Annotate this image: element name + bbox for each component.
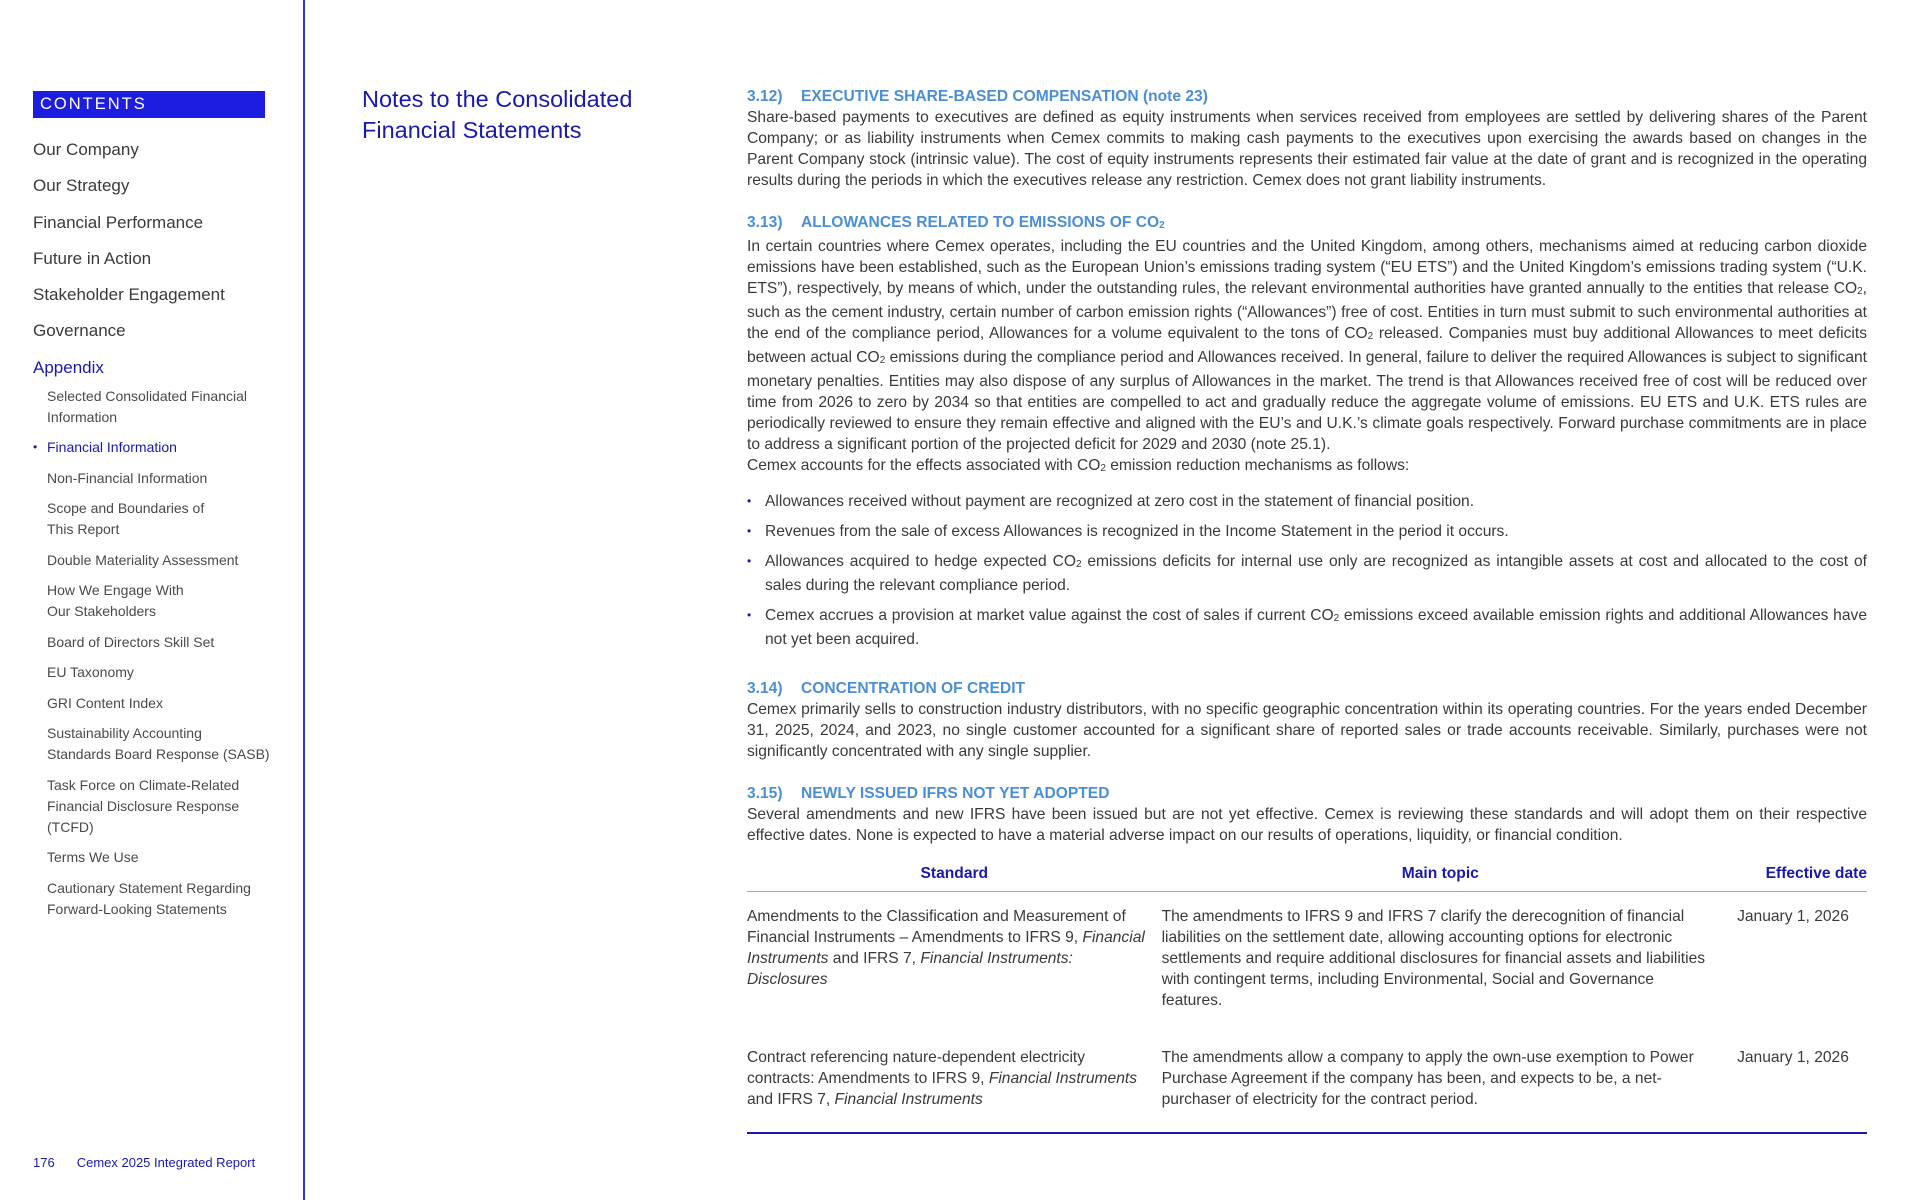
text-run: and IFRS 7, xyxy=(828,950,921,967)
list-item xyxy=(747,551,1867,596)
note-number: 3.15) xyxy=(747,785,783,802)
subscript-2: 2 xyxy=(1159,220,1165,231)
nav-item-governance[interactable]: Governance xyxy=(33,321,126,341)
nav-sub-label: Task Force on Climate-Related Financial Disclosure Response (TCFD) xyxy=(47,776,240,835)
text-run: emissions during the compliance period and Allowances received. In general, failure to deliver the required Allowances is subject to significant monetary penalties. Entities may also dispose of any surplus of Allowances in the market. The trend is that Allowances received free of cost will be reduced over time from 2026 to zero by 2034 so that entities are compelled to act and gradually reduce the aggregate volume of emissions. EU ETS and U.K. ETS rules are periodically reviewed to ensure they remain effective and aligned with the EU’s and U.K.’s climate goals respectively. Forward purchase commitments are in place to address a significant portion of the projected deficit for 2029 and 2030 (note 25.1). xyxy=(747,349,1868,453)
text-run: and IFRS 7, xyxy=(747,1091,835,1108)
cell-main-topic: The amendments to IFRS 9 and IFRS 7 clarify the derecognition of financial liabilities on the settlement date, allowing accounting options for electronic settlements and require additional disclosures for financial assets and liabilities with contingent terms, including Environmental, Social and Governance features. xyxy=(1161,908,1706,1009)
note-3-13 xyxy=(747,212,1867,650)
text-run: Cemex accounts for the effects associated with CO xyxy=(747,457,1101,474)
note-body xyxy=(747,236,1867,455)
nav-sub-label: GRI Content Index xyxy=(47,694,163,711)
cell-effective-date: January 1, 2026 xyxy=(1719,1033,1867,1133)
text-run: released. Companies must buy additional Allowances to meet deficits between actual CO xyxy=(747,325,1868,366)
text-run: Financial Instruments xyxy=(834,1091,983,1108)
nav-sub-label: Non-Financial Information xyxy=(47,469,208,486)
text-run: Financial Instruments: Disclosures xyxy=(747,950,1073,988)
note-3-14 xyxy=(747,678,1867,762)
text-run: Financial Instruments xyxy=(747,929,1145,967)
text-run: Cemex accrues a provision at market value against the cost of sales if current CO xyxy=(765,607,1334,624)
sidebar-nav xyxy=(33,138,288,929)
nav-sub-double-materiality[interactable] xyxy=(33,550,288,571)
note-3-12 xyxy=(747,86,1867,191)
text-run: Allowances acquired to hedge expected CO xyxy=(765,553,1076,570)
table-header-row xyxy=(747,863,1867,892)
note-intro xyxy=(747,455,1867,479)
note-title: NEWLY ISSUED IFRS NOT YET ADOPTED xyxy=(801,785,1110,802)
nav-sub-label: Financial Information xyxy=(47,439,177,456)
note-number: 3.13) xyxy=(747,214,783,231)
header-standard: Standard xyxy=(747,863,1162,892)
text-run: Amendments to the Classification and Measurement of Financial Instruments – Amendments to IFRS 9, xyxy=(747,908,1126,946)
nav-sub-eu-taxonomy[interactable] xyxy=(33,662,288,683)
note-body: Share-based payments to executives are defined as equity instruments when services received from employees are settled by delivering shares of the Parent Company; or as liability instruments when Cemex commits to making cash payments to the executives upon exercising the awards based on changes in the Parent Company stock (intrinsic value). The cost of equity instruments represents their estimated fair value at the date of grant and is recognized in the operating results during the periods in which the executives release any restriction. Cemex does not grant liability instruments. xyxy=(747,109,1867,189)
nav-sub-gri-index[interactable] xyxy=(33,693,288,714)
note-body: Cemex primarily sells to construction industry distributors, with no specific geographic concentration within its operating countries. For the years ended December 31, 2025, 2024, and 2023, no single customer accounted for a significant share of reported sales or trade accounts receivable. Similarly, purchases were not significantly concentrated with any single supplier. xyxy=(747,701,1867,760)
ifrs-table xyxy=(747,863,1867,1134)
nav-sub-label: EU Taxonomy xyxy=(47,664,134,681)
table-row xyxy=(747,1033,1867,1133)
note-body: Several amendments and new IFRS have been issued but are not yet effective. Cemex is reviewing these standards and will adopt them on their respective effective dates. None is expected to have a material adverse impact on our results of operations, liquidity, or financial condition. xyxy=(747,806,1867,844)
nav-sub-label: Selected Consolidated Financial Information xyxy=(47,387,248,425)
note-number: 3.14) xyxy=(747,680,783,697)
text-run: Financial Instruments xyxy=(988,1070,1138,1087)
text-run: emissions deficits for internal use only are recognized as intangible assets at cost and allocated to the cost of sales during the relevant compliance period. xyxy=(765,553,1867,594)
text-run: Contract referencing nature-dependent electricity contracts: Amendments to IFRS 9, xyxy=(747,1049,1086,1087)
nav-sub-terms-we-use[interactable] xyxy=(33,847,288,868)
note-heading xyxy=(747,86,1867,107)
page-number: 176 xyxy=(33,1155,55,1170)
text-run: emission reduction mechanisms as follows: xyxy=(1105,457,1410,474)
page-footer xyxy=(33,1155,255,1170)
table-row xyxy=(747,892,1867,1034)
note-title: CONCENTRATION OF CREDIT xyxy=(801,680,1026,697)
report-name: Cemex 2025 Integrated Report xyxy=(76,1155,256,1170)
subscript-2: 2 xyxy=(879,355,886,366)
section-title: Notes to the Consolidated Financial Statements xyxy=(362,86,633,143)
nav-sub-financial-information[interactable] xyxy=(33,437,288,458)
cell-effective-date: January 1, 2026 xyxy=(1737,908,1849,925)
nav-sub-label: Terms We Use xyxy=(47,849,139,866)
main-content xyxy=(747,86,1867,1155)
text-run: emissions exceed available emission rights and additional Allowances have not yet been acquired. xyxy=(765,607,1867,648)
nav-sub-label: Cautionary Statement Regarding Forward-Looking Statements xyxy=(47,879,251,917)
nav-sub-cautionary-statement[interactable] xyxy=(33,878,288,920)
note-3-15 xyxy=(747,783,1867,1134)
note-heading xyxy=(747,783,1867,804)
nav-sub-how-we-engage[interactable] xyxy=(33,580,288,622)
nav-sub-label: Scope and Boundaries of This Report xyxy=(47,500,205,538)
text-run: , such as the cement industry, certain number of carbon emission rights (“Allowances”) free of cost. Entities in turn must submit to such environmental authorities at the end of the compliance period, Allowances for a volume equivalent to the tons of CO xyxy=(747,280,1867,342)
note-title: ALLOWANCES RELATED TO EMISSIONS OF CO xyxy=(801,214,1160,231)
list-item: • Allowances received without payment are recognized at zero cost in the statement of financial position. xyxy=(747,491,1867,512)
bullet-list xyxy=(747,491,1867,650)
nav-item-stakeholder-engagement[interactable]: Stakeholder Engagement xyxy=(33,285,225,305)
nav-sub-label: Board of Directors Skill Set xyxy=(47,633,215,650)
cell-main-topic: The amendments allow a company to apply the own-use exemption to Power Purchase Agreement if the company has been, and expects to be, a net-purchaser of electricity for the contract period. xyxy=(1162,1033,1719,1133)
header-main-topic: Main topic xyxy=(1162,863,1719,892)
subscript-2: 2 xyxy=(1367,331,1374,342)
note-heading xyxy=(747,678,1867,699)
note-heading xyxy=(747,212,1867,236)
subscript-2: 2 xyxy=(1333,613,1340,624)
contents-badge[interactable]: CONTENTS xyxy=(33,91,265,118)
text-run: In certain countries where Cemex operates, including the EU countries and the United Kingdom, among others, mechanisms aimed at reducing carbon dioxide emissions have been established, such as the European Union’s emissions trading system (“EU ETS”) and the United Kingdom’s emissions trading system (“U.K. ETS”), respectively, by means of which, under the outstanding rules, the relevant environmental authorities have granted annually to the entities that release CO xyxy=(747,238,1867,297)
sidebar-divider xyxy=(303,0,305,1200)
nav-sub-sasb[interactable] xyxy=(33,723,288,765)
nav-item-our-company[interactable]: Our Company xyxy=(33,140,139,159)
active-bullet-icon: • xyxy=(33,440,38,455)
nav-item-financial-performance[interactable]: Financial Performance xyxy=(33,212,204,232)
note-title: EXECUTIVE SHARE-BASED COMPENSATION (note 23) xyxy=(801,88,1208,105)
nav-item-our-strategy[interactable]: Our Strategy xyxy=(33,176,130,196)
subscript-2: 2 xyxy=(1100,463,1106,474)
nav-sub-non-financial-information[interactable] xyxy=(33,468,288,489)
list-item xyxy=(747,605,1867,650)
header-effective-date: Effective date xyxy=(1719,863,1867,892)
nav-sub-scope-boundaries[interactable] xyxy=(33,498,288,540)
nav-item-appendix[interactable]: Appendix xyxy=(33,357,104,377)
nav-sub-tcfd[interactable] xyxy=(33,775,288,838)
nav-sub-label: Sustainability Accounting Standards Board Response (SASB) xyxy=(47,725,270,763)
nav-sub-label: Double Materiality Assessment xyxy=(47,551,239,568)
subscript-2: 2 xyxy=(1857,286,1863,297)
nav-item-future-in-action[interactable]: Future in Action xyxy=(33,248,152,268)
sidebar xyxy=(0,0,303,1200)
nav-sub-board-skill-set[interactable] xyxy=(33,632,288,653)
nav-sub-selected-financial-info[interactable] xyxy=(33,386,288,428)
cell-standard xyxy=(747,892,1162,1034)
cell-standard xyxy=(747,1033,1162,1133)
note-number: 3.12) xyxy=(747,88,783,105)
nav-sub-label: How We Engage With Our Stakeholders xyxy=(47,582,184,620)
list-item: • Revenues from the sale of excess Allowances is recognized in the Income Statement in the period it occurs. xyxy=(747,521,1867,542)
subscript-2: 2 xyxy=(1075,559,1082,570)
